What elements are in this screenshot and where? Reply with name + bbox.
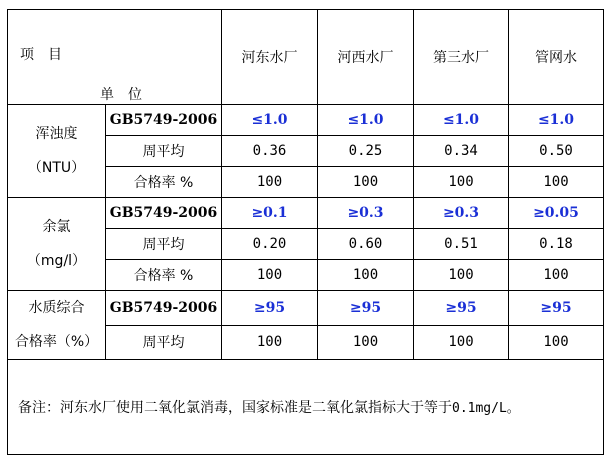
header-row <box>8 10 604 105</box>
cell-value: 100 <box>318 325 414 360</box>
group-label-chlorine <box>8 198 106 291</box>
cell-value: 100 <box>318 167 414 198</box>
header-diagonal-cell <box>8 10 222 105</box>
cell-value: 100 <box>414 167 509 198</box>
group-unit: 合格率（%） <box>14 334 99 350</box>
column-header-guanwang: 管网水 <box>509 10 604 105</box>
column-header-disan: 第三水厂 <box>414 10 509 105</box>
cell-value: 0.34 <box>414 136 509 167</box>
cell-value: 100 <box>318 260 414 291</box>
cell-value: 0.60 <box>318 229 414 260</box>
limit-value: ≥0.1 <box>222 198 318 229</box>
cell-value: 0.51 <box>414 229 509 260</box>
row-label: 周平均 <box>106 325 222 360</box>
table-row <box>8 198 604 229</box>
table-row <box>8 105 604 136</box>
cell-value: 100 <box>222 325 318 360</box>
note-row <box>8 360 604 455</box>
limit-value: ≥0.3 <box>318 198 414 229</box>
row-label: 合格率 % <box>106 167 222 198</box>
water-quality-table <box>7 9 604 455</box>
row-label: 合格率 % <box>106 260 222 291</box>
cell-value: 100 <box>509 167 604 198</box>
limit-value: ≥95 <box>222 291 318 326</box>
column-header-hedong: 河东水厂 <box>222 10 318 105</box>
cell-value: 100 <box>414 325 509 360</box>
group-label-compliance <box>8 291 106 360</box>
limit-value: ≥95 <box>509 291 604 326</box>
group-name: 浑浊度 <box>35 126 78 142</box>
note-text: 备注：河东水厂使用二氧化氯消毒，国家标准是二氧化氯指标大于等于 <box>18 400 452 416</box>
cell-value: 0.36 <box>222 136 318 167</box>
note-value: 0.1mg/L。 <box>452 401 520 416</box>
column-header-hexi: 河西水厂 <box>318 10 414 105</box>
group-unit: （NTU） <box>27 160 86 176</box>
standard-label: GB5749-2006 <box>106 291 222 326</box>
standard-label: GB5749-2006 <box>106 105 222 136</box>
limit-value: ≤1.0 <box>414 105 509 136</box>
cell-value: 100 <box>414 260 509 291</box>
limit-value: ≤1.0 <box>222 105 318 136</box>
limit-value: ≤1.0 <box>509 105 604 136</box>
cell-value: 100 <box>222 260 318 291</box>
group-label-turbidity <box>8 105 106 198</box>
limit-value: ≤1.0 <box>318 105 414 136</box>
cell-value: 0.25 <box>318 136 414 167</box>
note-cell <box>8 360 604 455</box>
cell-value: 0.20 <box>222 229 318 260</box>
group-name: 水质综合 <box>28 300 85 316</box>
cell-value: 100 <box>509 325 604 360</box>
row-label: 周平均 <box>106 136 222 167</box>
cell-value: 100 <box>509 260 604 291</box>
limit-value: ≥0.05 <box>509 198 604 229</box>
standard-label: GB5749-2006 <box>106 198 222 229</box>
item-label: 项 目 <box>20 47 62 63</box>
cell-value: 0.50 <box>509 136 604 167</box>
row-label: 周平均 <box>106 229 222 260</box>
cell-value: 100 <box>222 167 318 198</box>
table-row <box>8 291 604 326</box>
cell-value: 0.18 <box>509 229 604 260</box>
limit-value: ≥95 <box>414 291 509 326</box>
unit-label: 单 位 <box>100 87 142 103</box>
group-unit: （mg/l） <box>26 253 87 269</box>
limit-value: ≥0.3 <box>414 198 509 229</box>
limit-value: ≥95 <box>318 291 414 326</box>
group-name: 余氯 <box>42 219 71 235</box>
